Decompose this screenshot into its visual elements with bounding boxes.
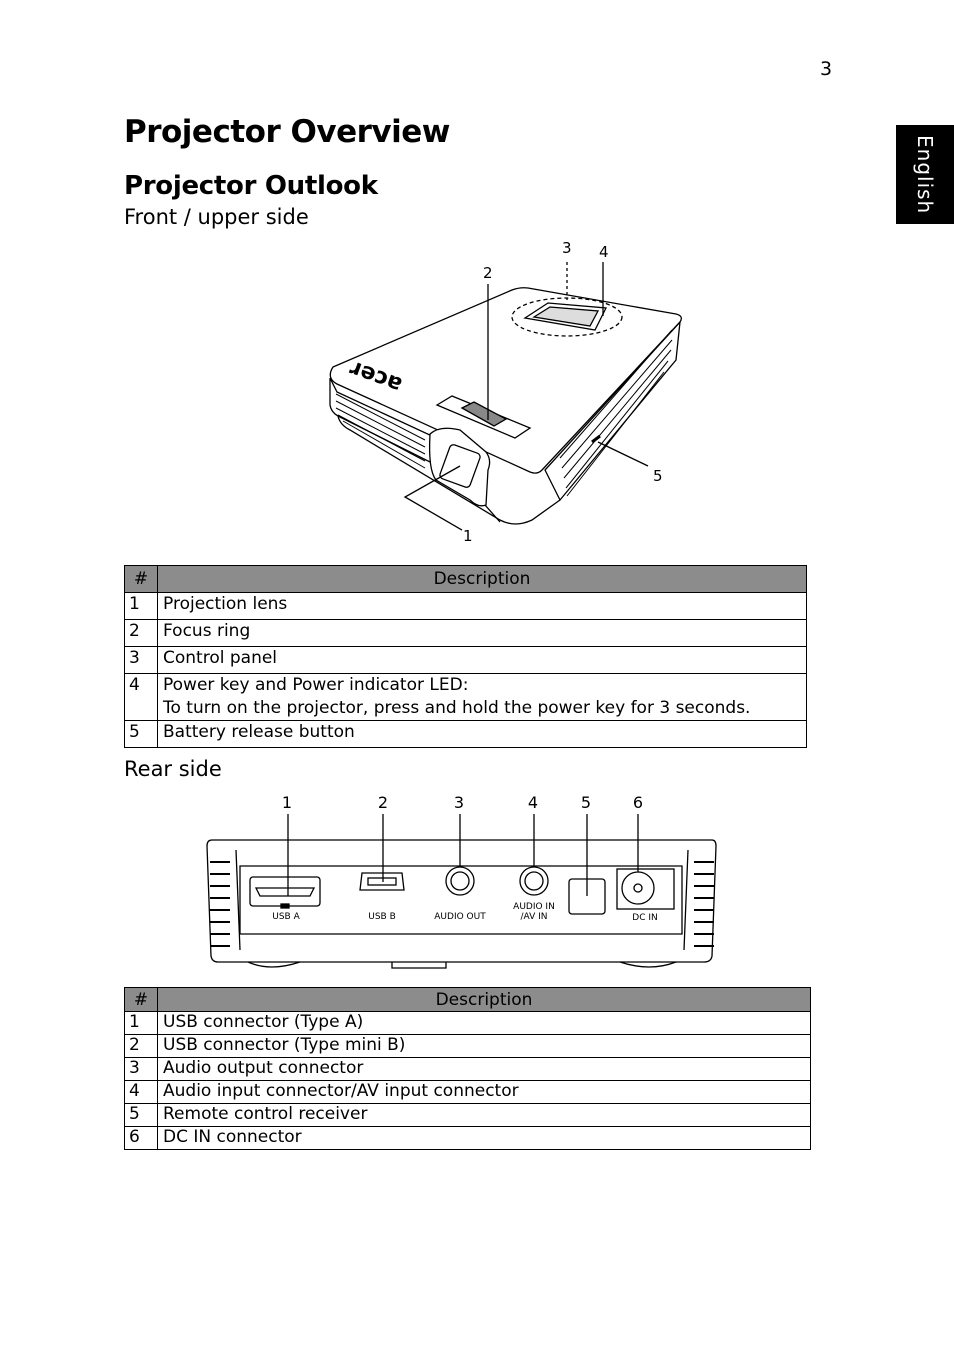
row-description: Audio input connector/AV input connector (158, 1081, 811, 1104)
port-label-av-in: /AV IN (520, 912, 548, 922)
row-number: 2 (125, 1035, 158, 1058)
port-label-usb-a: USB A (272, 912, 300, 922)
table-header-row (125, 566, 807, 593)
page-number: 3 (820, 58, 833, 80)
front-callout-3: 3 (562, 239, 572, 257)
rear-callout-2: 2 (377, 793, 389, 812)
table-row (125, 721, 807, 748)
table-row (125, 1035, 811, 1058)
rear-callout-6: 6 (632, 793, 644, 812)
table-row (125, 620, 807, 647)
column-header-number: # (125, 566, 158, 593)
port-label-usb-b: USB B (368, 912, 396, 922)
column-header-description: Description (158, 988, 811, 1012)
row-description: USB connector (Type mini B) (158, 1035, 811, 1058)
row-description: Remote control receiver (158, 1104, 811, 1127)
rear-callout-1: 1 (281, 793, 293, 812)
row-description (158, 674, 807, 721)
port-label-dc-in: DC IN (632, 913, 658, 923)
rear-callout-5: 5 (580, 793, 592, 812)
projector-rear-illustration (0, 780, 954, 980)
acer-logo: acer (346, 355, 406, 398)
row-number: 2 (125, 620, 158, 647)
section-title: Projector Outlook (124, 171, 378, 201)
table-row (125, 1012, 811, 1035)
rear-callout-4: 4 (527, 793, 539, 812)
rear-components-table (124, 987, 811, 1150)
row-description: Control panel (158, 647, 807, 674)
table-row (125, 593, 807, 620)
front-callout-1: 1 (463, 527, 473, 545)
table-row (125, 1127, 811, 1150)
row-number: 1 (125, 593, 158, 620)
port-label-audio-in: AUDIO IN (513, 902, 555, 912)
row-number: 4 (125, 1081, 158, 1104)
row-number: 4 (125, 674, 158, 721)
row-description: Audio output connector (158, 1058, 811, 1081)
language-tab-label: English (913, 134, 937, 215)
row-number: 1 (125, 1012, 158, 1035)
table-row (125, 1058, 811, 1081)
row-description-line-2: To turn on the projector, press and hold the power key for 3 seconds. (163, 698, 751, 718)
row-description: DC IN connector (158, 1127, 811, 1150)
front-subtitle: Front / upper side (124, 205, 309, 229)
table-row (125, 647, 807, 674)
table-header-row (125, 988, 811, 1012)
row-description: Projection lens (158, 593, 807, 620)
front-callout-2: 2 (483, 264, 493, 282)
column-header-description: Description (158, 566, 807, 593)
table-row (125, 674, 807, 721)
row-description: Battery release button (158, 721, 807, 748)
column-header-number: # (125, 988, 158, 1012)
table-row (125, 1081, 811, 1104)
page-title: Projector Overview (124, 114, 450, 150)
row-description: USB connector (Type A) (158, 1012, 811, 1035)
row-number: 5 (125, 1104, 158, 1127)
row-number: 3 (125, 647, 158, 674)
rear-subtitle: Rear side (124, 757, 222, 781)
row-number: 3 (125, 1058, 158, 1081)
port-label-audio-out: AUDIO OUT (434, 912, 486, 922)
rear-callout-3: 3 (453, 793, 465, 812)
row-number: 5 (125, 721, 158, 748)
table-row (125, 1104, 811, 1127)
row-description: Focus ring (158, 620, 807, 647)
front-callout-5: 5 (653, 467, 663, 485)
front-components-table (124, 565, 807, 748)
row-number: 6 (125, 1127, 158, 1150)
row-description-line-1: Power key and Power indicator LED: (163, 675, 469, 695)
front-callout-4: 4 (599, 243, 609, 261)
projector-front-illustration (0, 0, 954, 560)
